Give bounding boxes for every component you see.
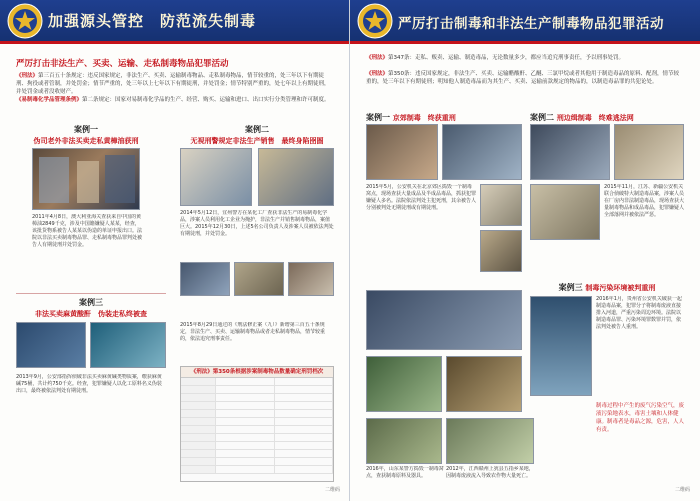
table-row — [181, 418, 333, 426]
right-case1-photo-c — [480, 184, 522, 226]
table-row — [181, 410, 333, 418]
case3-photo-a — [16, 322, 86, 368]
warning-note: 制毒过程中产生的废气污染空气，废液污染地表水，毒害土壤和人体健康。制毒者是毒品之源，危害，人人有责。 — [596, 403, 684, 433]
right-case3-photo-a — [366, 290, 522, 350]
penalty-table — [180, 366, 334, 482]
regulation-paragraph: 《易制毒化学品管理条例》第二条规定：国家对易制毒化学品的生产、经营、购买、运输和进口、出口实行分类管理和许可制度。 — [16, 97, 330, 103]
table-row — [181, 450, 333, 458]
case2-photo-d — [234, 262, 284, 296]
case2-photo-c — [180, 262, 230, 296]
right-bottom-photo-a — [366, 418, 442, 464]
table-row — [181, 426, 333, 434]
right-case2-text: 2015年11月，江苏、新疆公安机关联合侦破特大制造毒品案，涉案人员在厂房内非法制造毒品，现场查获大量制毒物品和成品毒品，犯罪嫌疑人全部落网并被依法严惩。 — [604, 184, 684, 218]
right-banner — [350, 0, 700, 44]
table-row — [181, 394, 333, 402]
case2-photo-e — [288, 262, 334, 296]
right-case3-title: 案例三 制毒污染环境被判重刑 — [558, 283, 656, 292]
right-law-paragraph: 《刑法》第347条：走私、贩卖、运输、制造毒品，无论数量多少，都应当追究刑事责任，予以刑事处罚。 — [366, 55, 625, 61]
right-footer: 二维码 — [674, 487, 690, 493]
case2-heading: 案例二 — [245, 125, 269, 134]
case1-subtitle: 伪司老外非法买卖走私黄樟油获刑 — [33, 137, 139, 145]
penalty-table-title: 《刑法》第350条根据涉案制毒物品数量确定刑罚档次 — [181, 367, 333, 378]
right-case2-photo-b — [614, 124, 684, 180]
photo-caption-1: 2016年，山东某警方捣毁一制毒窝点，查获制毒原料及器具。 — [366, 466, 444, 479]
law-paragraph: 《刑法》第三百五十条规定：违反国家规定，非法生产、买卖、运输制毒物品、走私制毒物品，情节较重的，处三年以下有期徒刑、拘役或者管制，并处罚金；情节严重的，处三年以上七年以下有期徒刑，并处罚金；情节特别严重的，处七年以上有期徒刑，并处罚金或者没收财产。 — [16, 73, 330, 95]
right-case3-photo-d — [530, 296, 592, 396]
left-banner-title: 加强源头管控 防范流失制毒 — [48, 12, 257, 30]
table-row — [181, 458, 333, 466]
case1-text: 2011年4月8日，澳大利亚海关查获来自中国的黄樟油2849千克，涉及中国籍嫌疑人某某，经查，该批货物系被告人某某以伪造的单证申报出口。法院以非法买卖制毒物品罪、走私制毒物品罪判处被告人有期徒刑并处罚金。 — [32, 214, 143, 248]
right-law2-paragraph: 《刑法》第350条：违反国家规定，非法生产、买卖、运输醋酸酐、乙醚、三氯甲烷或者其他用于制造毒品的原料、配剂，情节较重的，处三年以下有期徒刑；明知他人制造毒品而为其生产、买卖、运输前款规定的物品的，以制造毒品罪的共犯论处。 — [366, 71, 680, 85]
case1-photo-art — [33, 149, 140, 210]
right-case2-photo-c — [530, 184, 600, 240]
case2-photo-b — [258, 148, 334, 206]
case1-photo — [32, 148, 140, 210]
police-emblem-icon — [7, 3, 43, 39]
table-row — [181, 386, 333, 394]
case3-rule — [16, 293, 166, 294]
case3-photo-b — [90, 322, 166, 368]
right-case3-text: 2016年1月，贵州省公安机关破获一起制造毒品案，犯罪分子将制毒废液直接排入河道，严重污染周边环境。法院以制造毒品罪、污染环境罪数罪并罚，依法判处被告人重刑。 — [596, 296, 682, 330]
police-emblem-icon — [357, 3, 393, 39]
left-section-title: 严厉打击非法生产、买卖、运输、走私制毒物品犯罪活动 — [16, 59, 229, 69]
left-footer: 二维码 — [324, 487, 340, 493]
case3-subtitle: 非法买卖麻黄酸酐 伪装走私终被查 — [35, 310, 147, 318]
case1-heading: 案例一 — [74, 125, 98, 134]
case3-text: 2013年9月，公安部指挥侦破非法买卖麻黄碱类物质案，缴获麻黄碱75桶，共计约750千克。经查，犯罪嫌疑人以化工原料名义伪装出口，最终被依法判处有期徒刑。 — [16, 374, 162, 394]
right-bottom-photo-b — [446, 418, 534, 464]
left-banner — [0, 0, 350, 44]
right-case2-photo-a — [530, 124, 610, 180]
right-banner-title: 严厉打击制毒和非法生产制毒物品犯罪活动 — [398, 16, 664, 32]
right-case1-photo-b — [442, 124, 522, 180]
case3-heading: 案例三 — [79, 298, 103, 307]
case2-subtitle: 无视刑警规定非法生产销售 最终身陷囹圄 — [190, 137, 324, 145]
right-case1-text: 2015年5月，公安机关在北京郊区捣毁一个制毒窝点，现场查获大量成品及半成品毒品，抓获犯罪嫌疑人多名。法院依法判处主犯死刑，其余被告人分别被判处无期徒刑或有期徒刑。 — [366, 184, 476, 211]
table-row — [181, 466, 333, 474]
table-row — [181, 378, 333, 386]
banner-stripe — [0, 41, 350, 44]
case2-photo-a — [180, 148, 252, 206]
banner-stripe — [350, 41, 700, 44]
table-row — [181, 402, 333, 410]
case4-text: 2015年8月29日通过的《刑法修正案（九）》新增第三百五十条规定，非法生产、买卖、运输制毒物品或者走私制毒物品，情节较重的，依法追究刑事责任。 — [180, 322, 326, 342]
right-case1-title: 案例一 京郊制毒 终获重刑 — [366, 113, 456, 122]
right-case1-photo-a — [366, 124, 438, 180]
right-case3-photo-b — [366, 356, 442, 412]
photo-caption-2: 2012年，江西赣州上犹县五指乡某地，因制毒废液流入导致农作物大量死亡。 — [446, 466, 534, 479]
case2-text: 2014年5月12日，宜州警方在某化工厂查获非法生产的易制毒化学品，涉案人员利用化工企业为掩护，非法生产并销售制毒物品，案值巨大。2015年12月30日，上述5名公司负责人及涉案人员被依法判处有期徒刑，并处罚金。 — [180, 210, 334, 237]
right-case2-title: 案例二 刑边缉制毒 终难逃法网 — [530, 113, 634, 122]
table-row — [181, 434, 333, 442]
right-page — [350, 0, 700, 501]
right-case1-photo-d — [480, 230, 522, 272]
table-row — [181, 442, 333, 450]
right-case3-photo-c — [446, 356, 522, 412]
